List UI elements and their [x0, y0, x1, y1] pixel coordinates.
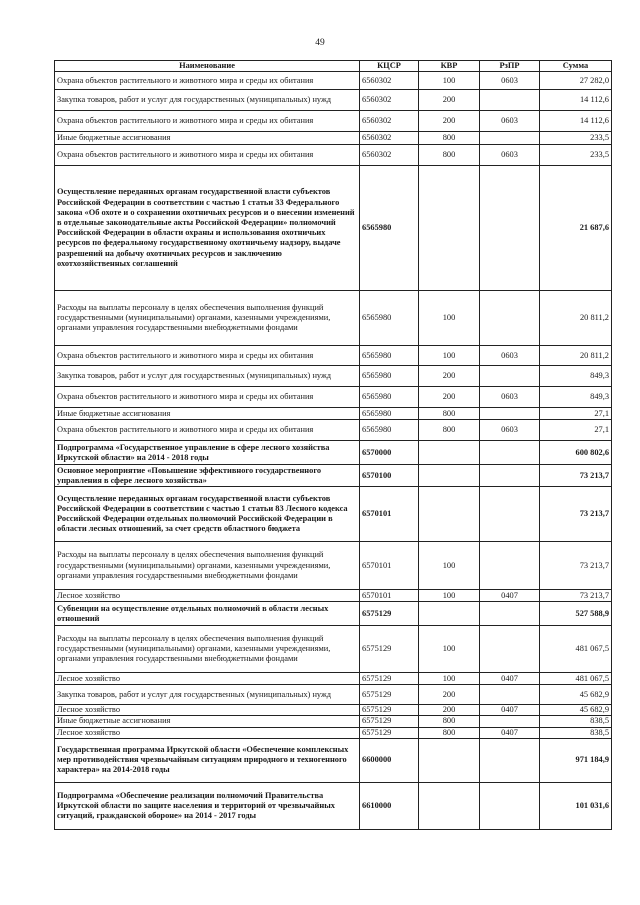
cell-rzpr	[480, 90, 540, 111]
cell-name: Расходы на выплаты персоналу в целях обеспечения выполнения функций государственными (муниципальными) органами, казенными учреждениями, органами управления государственными внебюджетными фондами	[55, 626, 360, 673]
cell-kvr: 200	[419, 387, 480, 408]
cell-rzpr	[480, 487, 540, 542]
table-row	[55, 166, 612, 291]
cell-rzpr: 0603	[480, 111, 540, 132]
table-row	[55, 291, 612, 346]
column-header-kvr: КВР	[419, 61, 480, 72]
cell-amount: 27,1	[540, 420, 612, 441]
table-row	[55, 90, 612, 111]
table-row	[55, 782, 612, 829]
cell-kcsr: 6570101	[360, 542, 419, 590]
cell-kvr	[419, 738, 480, 782]
cell-kvr: 200	[419, 366, 480, 387]
cell-kcsr: 6600000	[360, 738, 419, 782]
cell-kvr: 200	[419, 90, 480, 111]
table-row	[55, 145, 612, 166]
cell-kcsr: 6565980	[360, 366, 419, 387]
cell-name: Закупка товаров, работ и услуг для государственных (муниципальных) нужд	[55, 685, 360, 705]
cell-rzpr: 0407	[480, 673, 540, 685]
cell-name: Лесное хозяйство	[55, 590, 360, 602]
cell-kvr: 200	[419, 111, 480, 132]
table-row	[55, 408, 612, 420]
cell-rzpr	[480, 716, 540, 727]
cell-kcsr: 6560302	[360, 111, 419, 132]
cell-amount: 101 031,6	[540, 782, 612, 829]
table-row	[55, 738, 612, 782]
cell-kcsr: 6570000	[360, 441, 419, 465]
cell-amount: 73 213,7	[540, 590, 612, 602]
column-header-rzpr: РзПР	[480, 61, 540, 72]
cell-kcsr: 6610000	[360, 782, 419, 829]
cell-amount: 838,5	[540, 716, 612, 727]
cell-amount: 481 067,5	[540, 626, 612, 673]
cell-name: Иные бюджетные ассигнования	[55, 716, 360, 727]
table-row	[55, 441, 612, 465]
table-row	[55, 685, 612, 705]
cell-rzpr: 0603	[480, 145, 540, 166]
cell-name: Государственная программа Иркутской области «Обеспечение комплексных мер противодействия чрезвычайным ситуациям природного и техногенного характера» на 2014-2018 годы	[55, 738, 360, 782]
cell-kvr: 800	[419, 716, 480, 727]
cell-kcsr: 6565980	[360, 346, 419, 366]
cell-amount: 20 811,2	[540, 291, 612, 346]
cell-kcsr: 6560302	[360, 132, 419, 145]
table-row	[55, 132, 612, 145]
table-row	[55, 602, 612, 626]
cell-amount: 27 282,0	[540, 72, 612, 90]
cell-kcsr: 6560302	[360, 90, 419, 111]
cell-amount: 20 811,2	[540, 346, 612, 366]
cell-kcsr: 6565980	[360, 291, 419, 346]
cell-kvr: 200	[419, 685, 480, 705]
cell-kcsr: 6575129	[360, 673, 419, 685]
cell-name: Охрана объектов растительного и животного мира и среды их обитания	[55, 387, 360, 408]
column-header-kcsr: КЦСР	[360, 61, 419, 72]
cell-kvr: 100	[419, 590, 480, 602]
cell-kcsr: 6570101	[360, 590, 419, 602]
cell-name: Охрана объектов растительного и животного мира и среды их обитания	[55, 72, 360, 90]
cell-kvr: 800	[419, 132, 480, 145]
cell-kcsr: 6575129	[360, 626, 419, 673]
cell-name: Основное мероприятие «Повышение эффективного государственного управления в сфере лесного хозяйства»	[55, 465, 360, 487]
cell-rzpr	[480, 291, 540, 346]
cell-rzpr	[480, 166, 540, 291]
cell-name: Подпрограмма «Обеспечение реализации полномочий Правительства Иркутской области по защите населения и территорий от чрезвычайных ситуаций, гражданской обороне» на 2014 - 2017 годы	[55, 782, 360, 829]
column-header-name: Наименование	[55, 61, 360, 72]
cell-name: Охрана объектов растительного и животного мира и среды их обитания	[55, 145, 360, 166]
cell-kvr: 100	[419, 673, 480, 685]
cell-amount: 45 682,9	[540, 685, 612, 705]
cell-rzpr	[480, 366, 540, 387]
cell-rzpr: 0603	[480, 346, 540, 366]
cell-rzpr	[480, 542, 540, 590]
cell-kvr	[419, 487, 480, 542]
cell-amount: 838,5	[540, 727, 612, 738]
cell-rzpr	[480, 408, 540, 420]
cell-amount: 73 213,7	[540, 465, 612, 487]
cell-name: Охрана объектов растительного и животного мира и среды их обитания	[55, 420, 360, 441]
cell-kcsr: 6575129	[360, 685, 419, 705]
cell-rzpr: 0407	[480, 727, 540, 738]
cell-kvr	[419, 441, 480, 465]
cell-amount: 73 213,7	[540, 487, 612, 542]
cell-amount: 481 067,5	[540, 673, 612, 685]
cell-amount: 21 687,6	[540, 166, 612, 291]
cell-kvr: 100	[419, 291, 480, 346]
cell-kvr: 200	[419, 705, 480, 716]
table-header-row	[55, 61, 612, 72]
page-number: 49	[315, 38, 325, 48]
cell-kcsr: 6570101	[360, 487, 419, 542]
cell-kcsr: 6560302	[360, 145, 419, 166]
cell-kcsr: 6575129	[360, 705, 419, 716]
cell-rzpr: 0603	[480, 72, 540, 90]
cell-name: Расходы на выплаты персоналу в целях обеспечения выполнения функций государственными (муниципальными) органами, казенными учреждениями, органами управления государственными внебюджетными фондами	[55, 542, 360, 590]
cell-name: Иные бюджетные ассигнования	[55, 132, 360, 145]
table-row	[55, 626, 612, 673]
budget-table	[54, 60, 612, 830]
cell-kvr	[419, 465, 480, 487]
cell-name: Субвенции на осуществление отдельных полномочий в области лесных отношений	[55, 602, 360, 626]
cell-kcsr: 6570100	[360, 465, 419, 487]
cell-amount: 849,3	[540, 366, 612, 387]
cell-kcsr: 6565980	[360, 420, 419, 441]
table-row	[55, 542, 612, 590]
table-row	[55, 590, 612, 602]
cell-kvr	[419, 602, 480, 626]
cell-name: Осуществление переданных органам государственной власти субъектов Российской Федерации в соответствии с частью 1 статьи 83 Лесного кодекса Российской Федерации отдельных полномочий Российской Федерации в области лесных отношений, за счет средств областного бюджета	[55, 487, 360, 542]
cell-name: Охрана объектов растительного и животного мира и среды их обитания	[55, 111, 360, 132]
table-row	[55, 387, 612, 408]
table-row	[55, 705, 612, 716]
cell-amount: 971 184,9	[540, 738, 612, 782]
cell-kcsr: 6575129	[360, 727, 419, 738]
cell-amount: 233,5	[540, 132, 612, 145]
cell-name: Расходы на выплаты персоналу в целях обеспечения выполнения функций государственными (муниципальными) органами, казенными учреждениями, органами управления государственными внебюджетными фондами	[55, 291, 360, 346]
cell-rzpr	[480, 132, 540, 145]
cell-rzpr	[480, 685, 540, 705]
cell-amount: 45 682,9	[540, 705, 612, 716]
cell-amount: 849,3	[540, 387, 612, 408]
table-row	[55, 111, 612, 132]
cell-kvr: 800	[419, 145, 480, 166]
cell-amount: 14 112,6	[540, 90, 612, 111]
cell-kvr: 100	[419, 542, 480, 590]
cell-amount: 233,5	[540, 145, 612, 166]
cell-kcsr: 6565980	[360, 387, 419, 408]
cell-kvr: 800	[419, 420, 480, 441]
table-row	[55, 346, 612, 366]
table-row	[55, 366, 612, 387]
table-row	[55, 673, 612, 685]
cell-rzpr	[480, 738, 540, 782]
cell-name: Закупка товаров, работ и услуг для государственных (муниципальных) нужд	[55, 366, 360, 387]
cell-kvr: 100	[419, 626, 480, 673]
cell-amount: 600 802,6	[540, 441, 612, 465]
table-row	[55, 465, 612, 487]
cell-kvr: 800	[419, 408, 480, 420]
cell-amount: 527 588,9	[540, 602, 612, 626]
cell-rzpr	[480, 441, 540, 465]
table-row	[55, 727, 612, 738]
column-header-amount: Сумма	[540, 61, 612, 72]
cell-kcsr: 6565980	[360, 408, 419, 420]
table-row	[55, 72, 612, 90]
cell-kvr	[419, 782, 480, 829]
cell-name: Охрана объектов растительного и животного мира и среды их обитания	[55, 346, 360, 366]
cell-kcsr: 6575129	[360, 716, 419, 727]
cell-kcsr: 6565980	[360, 166, 419, 291]
cell-rzpr	[480, 626, 540, 673]
cell-kvr: 100	[419, 72, 480, 90]
cell-rzpr: 0407	[480, 705, 540, 716]
cell-name: Подпрограмма «Государственное управление в сфере лесного хозяйства Иркутской области» на 2014 - 2018 годы	[55, 441, 360, 465]
cell-kcsr: 6560302	[360, 72, 419, 90]
cell-name: Иные бюджетные ассигнования	[55, 408, 360, 420]
cell-kvr: 800	[419, 727, 480, 738]
cell-kvr: 100	[419, 346, 480, 366]
table-row	[55, 487, 612, 542]
cell-rzpr: 0407	[480, 590, 540, 602]
cell-name: Лесное хозяйство	[55, 705, 360, 716]
cell-kcsr: 6575129	[360, 602, 419, 626]
cell-amount: 14 112,6	[540, 111, 612, 132]
cell-name: Лесное хозяйство	[55, 727, 360, 738]
cell-kvr	[419, 166, 480, 291]
cell-name: Осуществление переданных органам государственной власти субъектов Российской Федерации в соответствии с частью 1 статьи 33 Федерального закона «Об охоте и о сохранении охотничьих ресурсов и о внесении изменений в отдельные законодательные акты Российской Федерации» полномочий Российской Федерации в области охраны и использования охотничьих ресурсов по федеральному государственному охотничьему надзору, выдаче разрешений на добычу охотничьих ресурсов и заключению охотхозяйственных соглашений	[55, 166, 360, 291]
cell-rzpr	[480, 465, 540, 487]
cell-rzpr: 0603	[480, 420, 540, 441]
table-row	[55, 420, 612, 441]
cell-amount: 73 213,7	[540, 542, 612, 590]
cell-rzpr	[480, 782, 540, 829]
cell-name: Лесное хозяйство	[55, 673, 360, 685]
table-row	[55, 716, 612, 727]
cell-name: Закупка товаров, работ и услуг для государственных (муниципальных) нужд	[55, 90, 360, 111]
cell-amount: 27,1	[540, 408, 612, 420]
cell-rzpr: 0603	[480, 387, 540, 408]
cell-rzpr	[480, 602, 540, 626]
